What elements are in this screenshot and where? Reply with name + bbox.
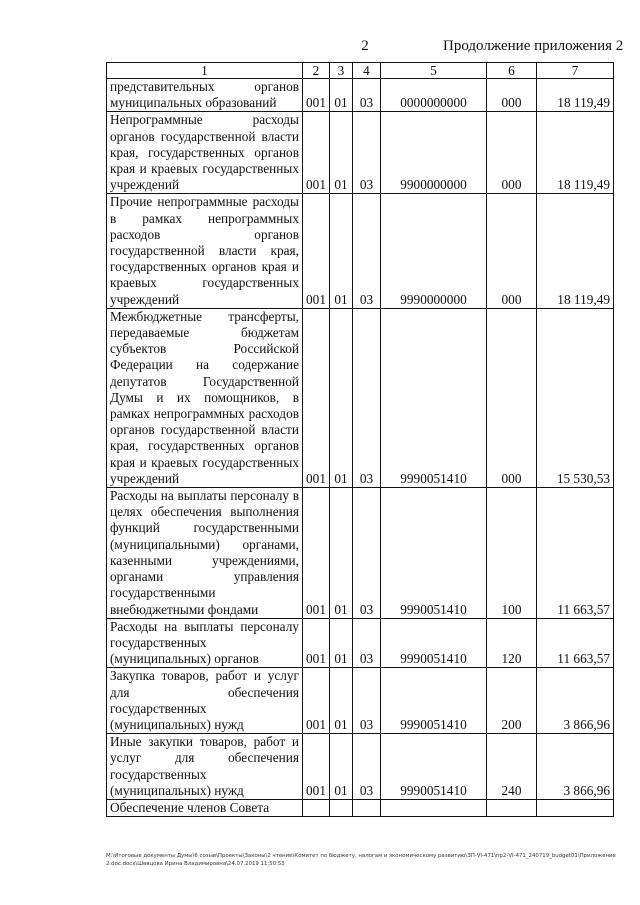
row-code-2: 001	[303, 734, 330, 800]
row-code-5: 9990051410	[381, 618, 487, 668]
row-code-4: 03	[353, 618, 381, 668]
row-code-5	[381, 799, 487, 816]
row-name: Иные закупки товаров, работ и услуг для обеспечения государственных (муниципальных) нужд	[107, 734, 303, 800]
row-code-4: 03	[353, 194, 381, 308]
row-name: Расходы на выплаты персоналу государственных (муниципальных) органов	[107, 618, 303, 668]
row-amount: 18 119,49	[537, 112, 614, 194]
header-cell: 7	[537, 63, 614, 79]
row-amount: 18 119,49	[537, 79, 614, 112]
row-code-2: 001	[303, 308, 330, 487]
row-code-3: 01	[330, 308, 353, 487]
row-code-2: 001	[303, 194, 330, 308]
continuation-label: Продолжение приложения 2	[443, 38, 624, 54]
header-cell: 5	[381, 63, 487, 79]
table-row	[107, 79, 614, 112]
row-name: представительных органов муниципальных образований	[107, 79, 303, 112]
row-code-6: 000	[487, 194, 537, 308]
header-cell: 2	[303, 63, 330, 79]
row-code-6: 000	[487, 308, 537, 487]
row-code-2: 001	[303, 112, 330, 194]
table-row	[107, 308, 614, 487]
row-code-3: 01	[330, 668, 353, 734]
row-name: Прочие непрограммные расходы в рамках непрограммных расходов органов государственной власти края, государственных органов края и краевых государственных учреждений	[107, 194, 303, 308]
row-code-3: 01	[330, 488, 353, 619]
row-amount: 3 866,96	[537, 734, 614, 800]
row-code-4: 03	[353, 668, 381, 734]
row-code-2: 001	[303, 79, 330, 112]
row-amount	[537, 799, 614, 816]
row-name: Закупка товаров, работ и услуг для обеспечения государственных (муниципальных) нужд	[107, 668, 303, 734]
row-code-5: 9900000000	[381, 112, 487, 194]
row-code-4: 03	[353, 112, 381, 194]
row-code-2: 001	[303, 668, 330, 734]
row-amount: 18 119,49	[537, 194, 614, 308]
row-code-3: 01	[330, 79, 353, 112]
row-code-4: 03	[353, 79, 381, 112]
row-code-5: 9990000000	[381, 194, 487, 308]
row-amount: 15 530,53	[537, 308, 614, 487]
row-code-6: 200	[487, 668, 537, 734]
row-code-3: 01	[330, 618, 353, 668]
row-code-4	[353, 799, 381, 816]
row-code-5: 9990051410	[381, 308, 487, 487]
row-code-4: 03	[353, 488, 381, 619]
row-code-6: 240	[487, 734, 537, 800]
row-name: Расходы на выплаты персоналу в целях обеспечения выполнения функций государственными (муниципальными) органами, казенными учреждениями, органами управления государственными внебюджетными фондами	[107, 488, 303, 619]
header-cell: 3	[330, 63, 353, 79]
row-name: Межбюджетные трансферты, передаваемые бюджетам субъектов Российской Федерации на содержание депутатов Государственной Думы и их помощников, в рамках непрограммных расходов органов государственной власти края, государственных органов края и краевых государственных учреждений	[107, 308, 303, 487]
row-code-6	[487, 799, 537, 816]
table-header-row	[107, 63, 614, 79]
row-amount: 11 663,57	[537, 488, 614, 619]
row-code-3: 01	[330, 194, 353, 308]
row-code-5: 9990051410	[381, 734, 487, 800]
row-code-5: 9990051410	[381, 668, 487, 734]
row-name: Непрограммные расходы органов государственной власти края, государственных органов края и краевых государственных учреждений	[107, 112, 303, 194]
table-row	[107, 799, 614, 816]
document-path-footer: М:\Итоговые документы Думы\6 созыв\Проекты\Законы\2 чтение\Комитет по бюджету, налогам и экономическому развитию\ЗП-VI-471\пр2-VI-471_240719_budget01\Приложение 2.doc.docx\Шевцова Ирина Владимировна\24.07.2019 11:50:53	[106, 853, 616, 867]
header-cell: 1	[107, 63, 303, 79]
header-cell: 4	[353, 63, 381, 79]
row-code-3: 01	[330, 112, 353, 194]
table-row	[107, 112, 614, 194]
row-code-5: 0000000000	[381, 79, 487, 112]
row-code-2: 001	[303, 618, 330, 668]
row-code-2: 001	[303, 488, 330, 619]
row-code-2	[303, 799, 330, 816]
row-code-4: 03	[353, 308, 381, 487]
row-name: Обеспечение членов Совета	[107, 799, 303, 816]
row-amount: 11 663,57	[537, 618, 614, 668]
header-cell: 6	[487, 63, 537, 79]
row-amount: 3 866,96	[537, 668, 614, 734]
budget-table	[106, 62, 614, 817]
page-number: 2	[361, 38, 369, 54]
row-code-3: 01	[330, 734, 353, 800]
table-row	[107, 194, 614, 308]
row-code-6: 100	[487, 488, 537, 619]
table-row	[107, 488, 614, 619]
row-code-6: 000	[487, 79, 537, 112]
table-row	[107, 618, 614, 668]
table-row	[107, 734, 614, 800]
row-code-4: 03	[353, 734, 381, 800]
row-code-6: 000	[487, 112, 537, 194]
table-row	[107, 668, 614, 734]
row-code-6: 120	[487, 618, 537, 668]
row-code-3	[330, 799, 353, 816]
row-code-5: 9990051410	[381, 488, 487, 619]
